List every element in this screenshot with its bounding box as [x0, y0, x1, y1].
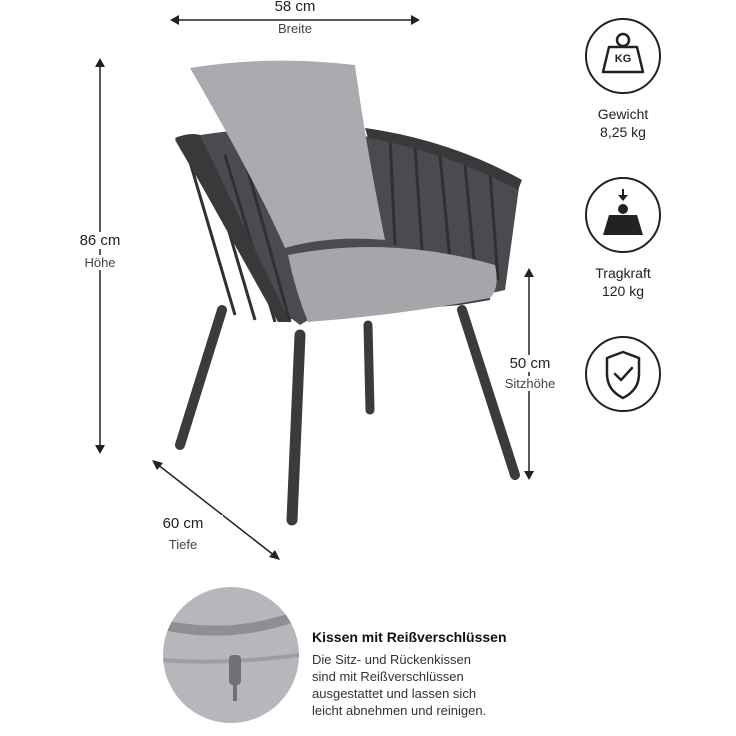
seat-height-value: 50 cm: [492, 355, 568, 372]
width-value: 58 cm: [274, 0, 316, 15]
load-capacity-title: Tragkraft: [595, 265, 651, 281]
height-label: Höhe: [60, 255, 140, 270]
weight-kg-icon: [585, 18, 661, 94]
feature-line: sind mit Reißverschlüssen: [312, 669, 464, 684]
cushion-zipper-photo: [163, 585, 299, 736]
height-value: 86 cm: [60, 232, 140, 249]
seat-height-label: Sitzhöhe: [492, 376, 568, 391]
feature-title: Kissen mit Reißverschlüssen: [312, 629, 507, 645]
weight-kg-icon-text: KG: [614, 53, 632, 65]
depth-label: Tiefe: [143, 537, 223, 552]
load-capacity-value: 120 kg: [601, 283, 645, 299]
shield-check-icon: [585, 336, 661, 412]
depth-value: 60 cm: [143, 515, 223, 532]
feature-line: leicht abnehmen und reinigen.: [312, 703, 487, 718]
feature-description: [312, 651, 512, 719]
weight-title: Gewicht: [597, 106, 649, 122]
load-capacity-icon: [585, 177, 661, 253]
weight-value: 8,25 kg: [600, 124, 646, 140]
feature-line: ausgestattet und lassen sich: [312, 686, 477, 701]
chair-image: [160, 60, 540, 530]
feature-line: Die Sitz- und Rückenkissen: [312, 652, 471, 667]
width-label: Breite: [278, 21, 312, 36]
